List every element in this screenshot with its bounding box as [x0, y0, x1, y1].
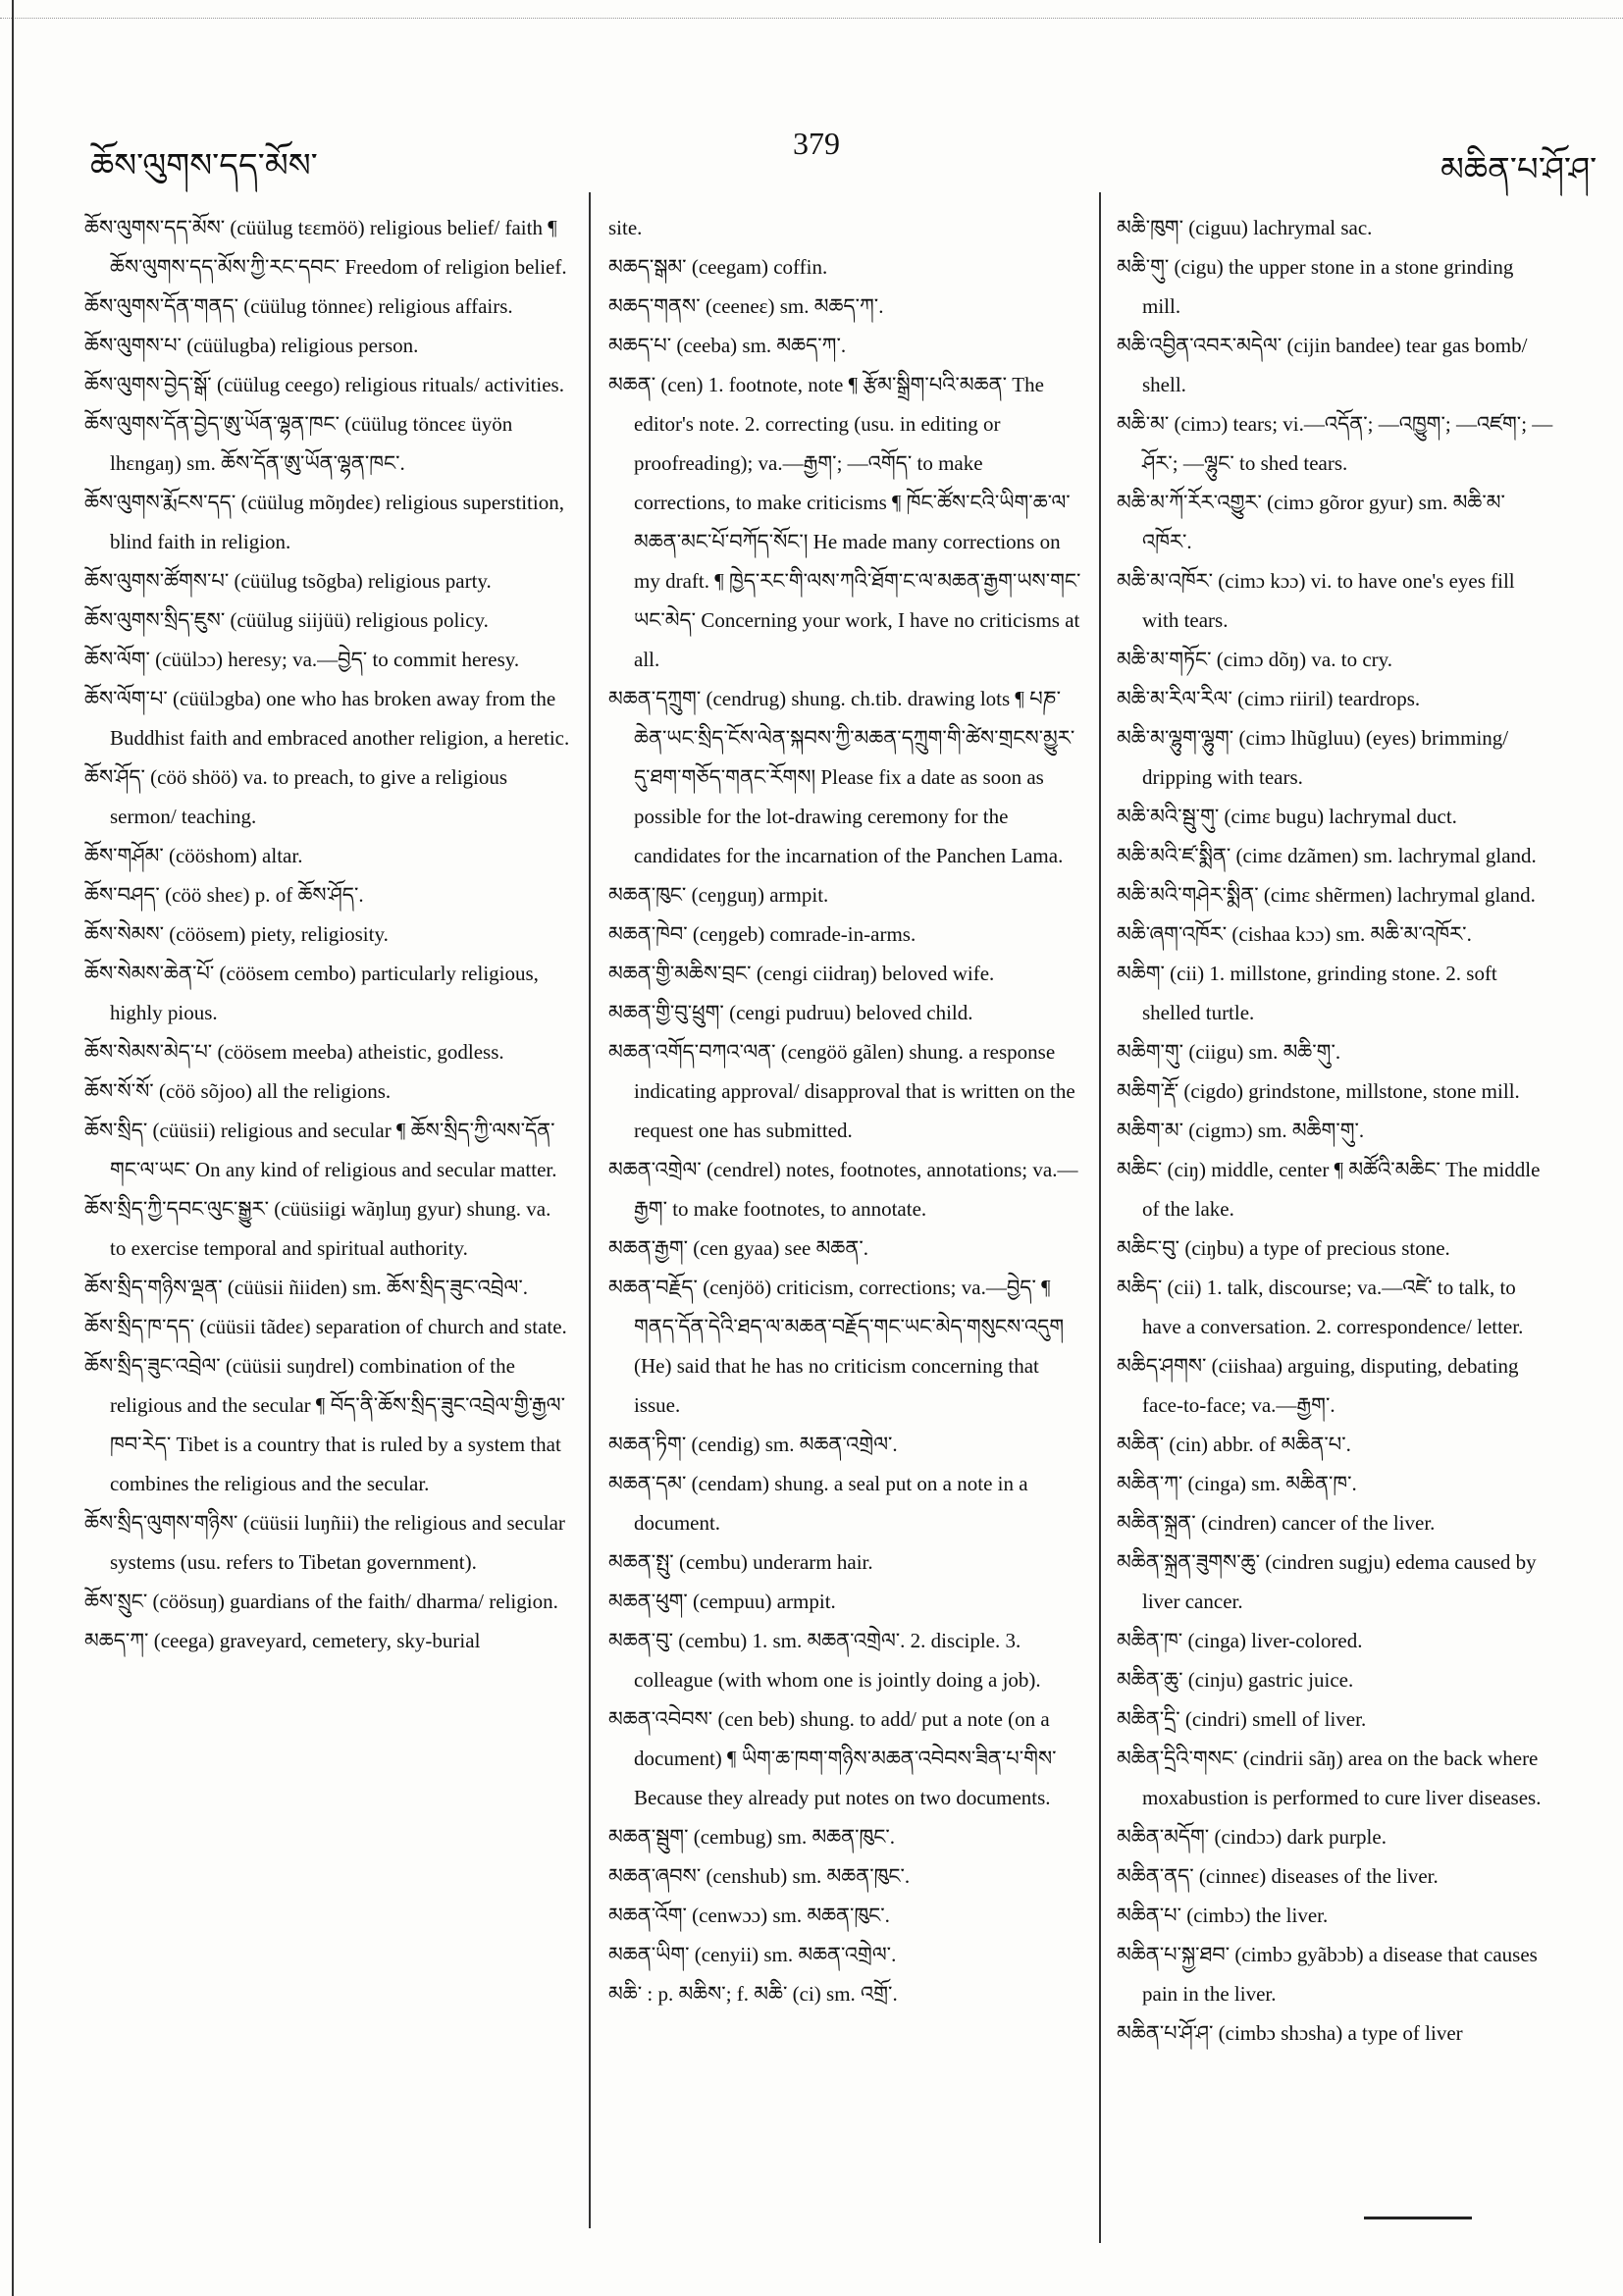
dictionary-entry: མཆན་ཞབས་ (censhub) sm. མཆན་ཁུང་. — [608, 1864, 911, 1888]
dictionary-entry: མཆན་གྱི་མཆིས་བྲང་ (cengi ciidraŋ) beloved wife. — [608, 962, 995, 985]
dictionary-entry: ཆོས་ལུགས་སྲིད་ཇུས་ (cüülug siijüü) religious policy. — [84, 608, 489, 632]
dictionary-entry: ཆོས་སྲིད་ཀྱི་དབང་ལུང་སྒྱུར་ (cüüsiigi wãŋluŋ gyur) shung. va. to exercise temporal and spiritual authority. — [84, 1197, 551, 1260]
dictionary-entry: མཆི་མའི་ཛ་སྨིན་ (cimɛ dzãmen) sm. lachrymal gland. — [1117, 844, 1537, 867]
dictionary-entry: མཆན་སྦུག་ (cembug) sm. མཆན་ཁུང་. — [608, 1825, 896, 1849]
dictionary-entry: མཆིན་པ་ (cimbɔ) the liver. — [1117, 1904, 1329, 1927]
dictionary-entry: མཆི་མའི་གཤེར་སྨིན་ (cimɛ shẽrmen) lachrymal gland. — [1117, 883, 1536, 907]
dictionary-entry: ཆོས་ལུགས་རྨོངས་དད་ (cüülug mõŋdeɛ) religious superstition, blind faith in religion. — [84, 491, 564, 553]
dictionary-entry: མཆི་ : p. མཆིས་; f. མཆི་ (ci) sm. འགྲོ་. — [608, 1982, 898, 2006]
dictionary-entry: ཆོས་སེམས་ (cöösem) piety, religiosity. — [84, 922, 389, 946]
column-2 — [608, 208, 1084, 2013]
dictionary-entry: མཆིན་ནད་ (cinneɛ) diseases of the liver. — [1117, 1864, 1439, 1888]
dictionary-entry: མཆིན་ཀ་ (cinga) sm. མཆིན་ཁ་. — [1117, 1472, 1357, 1495]
dictionary-entry: མཆི་འབྱིན་འབར་མདེལ་ (cijin bandee) tear gas bomb/ shell. — [1117, 334, 1528, 396]
dictionary-entry: མཆིན་ཁ་ (cinga) liver-colored. — [1117, 1629, 1363, 1652]
dictionary-entry: ཆོས་ལུགས་པ་ (cüülugba) religious person. — [84, 334, 419, 357]
dictionary-entry: ཆོས་བཤད་ (cöö sheɛ) p. of ཆོས་ཤོད་. — [84, 883, 364, 907]
dictionary-entry: མཆི་མ་ཀོ་རོར་འགྱུར་ (cimɔ gõror gyur) sm. མཆི་མ་འཁོར་. — [1117, 491, 1505, 553]
dictionary-entry: མཆིག་གུ་ (ciigu) sm. མཆི་གུ་. — [1117, 1040, 1341, 1064]
dictionary-entry: མཆིན་པ་སྐྱ་ཐབ་ (cimbɔ gyãbɔb) a disease that causes pain in the liver. — [1117, 1943, 1538, 2006]
dictionary-entry: ཆོས་ལོག་པ་ (cüülɔgba) one who has broken away from the Buddhist faith and embraced another religion, a heretic. — [84, 687, 570, 750]
dictionary-entry: མཆིང་བུ་ (ciŋbu) a type of precious stone. — [1117, 1236, 1450, 1260]
dictionary-entry: མཆིང་ (ciŋ) middle, center ¶ མཚོའི་མཆིང་ The middle of the lake. — [1117, 1158, 1541, 1221]
dictionary-entry: མཆི་མའི་སྦུ་གུ་ (cimɛ bugu) lachrymal duct. — [1117, 805, 1457, 828]
dictionary-entry: མཆན་ཁུང་ (ceŋguŋ) armpit. — [608, 883, 829, 907]
dictionary-entry: ཆོས་ལུགས་ཚོགས་པ་ (cüülug tsõgba) religious party. — [84, 569, 492, 593]
bottom-rule — [1364, 2217, 1472, 2219]
dictionary-entry: ཆོས་ལུགས་དོན་གནད་ (cüülug tönneɛ) religious affairs. — [84, 294, 513, 318]
dictionary-entry: མཆིན་ (cin) abbr. of མཆིན་པ་. — [1117, 1433, 1351, 1456]
dictionary-entry: མཆིག་རྡོ་ (cigdo) grindstone, millstone, stone mill. — [1117, 1079, 1520, 1103]
dictionary-entry: མཆི་གུ་ (cigu) the upper stone in a stone grinding mill. — [1117, 255, 1514, 318]
running-head-left: ཆོས་ལུགས་དད་མོས་ — [90, 146, 318, 185]
dictionary-entry: མཆན་ཁེབ་ (ceŋgeb) comrade-in-arms. — [608, 922, 916, 946]
dictionary-entry: མཆད་པ་ (ceeba) sm. མཆད་ཀ་. — [608, 334, 847, 357]
dictionary-entry: མཆན་འབེབས་ (cen beb) shung. to add/ put a note (on a document) ¶ ཡིག་ཆ་ཁག་གཉིས་མཆན་འབེབས་ཟིན་པ་གིས་ Because they already put notes on two documents. — [608, 1707, 1057, 1809]
column-rule-2 — [1099, 192, 1101, 2243]
dictionary-entry: མཆིན་མདོག་ (cindɔɔ) dark purple. — [1117, 1825, 1387, 1849]
dictionary-entry: མཆན་གྱི་བུ་ཕྲུག་ (cengi pudruu) beloved child. — [608, 1001, 973, 1024]
dictionary-entry: མཆན་རྒྱག་ (cen gyaa) see མཆན་. — [608, 1236, 868, 1260]
dictionary-entry: མཆིད་ཤགས་ (ciishaa) arguing, disputing, debating face-to-face; va.—རྒྱག་. — [1117, 1354, 1519, 1417]
dictionary-entry: ཆོས་སོ་སོ་ (cöö sõjoo) all the religions. — [84, 1079, 392, 1103]
dictionary-entry: ཆོས་ལུགས་དད་མོས་ (cüülug tɛɛmöö) religious belief/ faith ¶ ཆོས་ལུགས་དད་མོས་ཀྱི་རང་དབང་ Freedom of religion belief. — [84, 216, 567, 279]
dictionary-entry: མཆད་སྒམ་ (ceegam) coffin. — [608, 255, 828, 279]
dictionary-entry: ཆོས་སེམས་མེད་པ་ (cöösem meeba) atheistic, godless. — [84, 1040, 504, 1064]
dictionary-entry: ཆོས་སྲུང་ (cöösuŋ) guardians of the faith/ dharma/ religion. — [84, 1590, 558, 1613]
left-margin-rule — [12, 0, 14, 2296]
dictionary-entry: མཆན་བུ་ (cembu) 1. sm. མཆན་འགྲེལ་. 2. disciple. 3. colleague (with whom one is jointly doing a job). — [608, 1629, 1041, 1692]
dictionary-entry: ཆོས་ཤོད་ (cöö shöö) va. to preach, to give a religious sermon/ teaching. — [84, 765, 508, 828]
dictionary-entry: ཆོས་ལུགས་དོན་བྱེད་ཨུ་ཡོན་ལྷན་ཁང་ (cüülug tönceɛ üyön lhɛngaŋ) sm. ཆོས་དོན་ཨུ་ཡོན་ལྷན་ཁང་. — [84, 412, 513, 475]
dictionary-entry: མཆི་མ་འཁོར་ (cimɔ kɔɔ) vi. to have one's eyes fill with tears. — [1117, 569, 1515, 632]
dictionary-entry: ཆོས་སྲིད་གཉིས་ལྡན་ (cüüsii ñiiden) sm. ཆོས་སྲིད་ཟུང་འབྲེལ་. — [84, 1276, 528, 1299]
dictionary-entry: མཆི་ཞག་འཁོར་ (cishaa kɔɔ) sm. མཆི་མ་འཁོར་. — [1117, 922, 1472, 946]
page-number: 379 — [793, 126, 840, 161]
dictionary-entry: ཆོས་སྲིད་ཟུང་འབྲེལ་ (cüüsii suŋdrel) combination of the religious and the secular ¶ བོད་ནི་ཆོས་སྲིད་ཟུང་འབྲེལ་གྱི་རྒྱལ་ཁབ་རེད་ Tibet is a country that is ruled by a system that combines the religious and the secular. — [84, 1354, 565, 1495]
dictionary-entry: ཆོས་གཤོམ་ (cööshom) altar. — [84, 844, 303, 867]
dictionary-entry: ཆོས་ལོག་ (cüülɔɔ) heresy; va.—བྱེད་ to commit heresy. — [84, 648, 520, 671]
dictionary-entry: ཆོས་སྲིད་ (cüüsii) religious and secular ¶ ཆོས་སྲིད་ཀྱི་ལས་དོན་གང་ལ་ཡང་ On any kind of religious and secular matter. — [84, 1119, 557, 1181]
dictionary-entry: མཆི་ཁུག་ (ciguu) lachrymal sac. — [1117, 216, 1373, 239]
dictionary-entry: མཆིག་ (cii) 1. millstone, grinding stone. 2. soft shelled turtle. — [1117, 962, 1497, 1024]
dictionary-entry: མཆན་ཏིག་ (cendig) sm. མཆན་འགྲེལ་. — [608, 1433, 898, 1456]
dictionary-entry: མཆན་སྤུ་ (cembu) underarm hair. — [608, 1550, 873, 1574]
dictionary-entry: མཆིན་པ་ཤོ་ཤ་ (cimbɔ shɔsha) a type of liver — [1117, 2021, 1463, 2045]
dictionary-entry: ཆོས་སྲིད་ལུགས་གཉིས་ (cüüsii luŋñii) the religious and secular systems (usu. refers to Tibetan government). — [84, 1511, 565, 1574]
column-1 — [84, 208, 570, 1660]
dictionary-entry: མཆན་འོག་ (cenwɔɔ) sm. མཆན་ཁུང་. — [608, 1904, 890, 1927]
dictionary-entry: མཆི་མ་ལྷུག་ལྷུག་ (cimɔ lhũgluu) (eyes) brimming/ dripping with tears. — [1117, 726, 1509, 789]
dictionary-entry: མཆན་ཕུག་ (cempuu) armpit. — [608, 1590, 836, 1613]
dictionary-entry: མཆིན་དྲི་ (cindri) smell of liver. — [1117, 1707, 1367, 1731]
dictionary-entry: མཆན་འགོད་བཀའ་ལན་ (cengöö gãlen) shung. a response indicating approval/ disapproval that is written on the request one has submitted. — [608, 1040, 1075, 1142]
dictionary-entry: མཆི་མ་གཏོང་ (cimɔ dõŋ) va. to cry. — [1117, 648, 1393, 671]
dictionary-entry: མཆན་དམ་ (cendam) shung. a seal put on a note in a document. — [608, 1472, 1028, 1535]
running-head-right: མཆིན་པ་ཤོ་ཤ་ — [1440, 150, 1597, 189]
dictionary-entry: མཆིན་སྐྲན་ (cindren) cancer of the liver. — [1117, 1511, 1436, 1535]
dictionary-entry: མཆིག་མ་ (cigmɔ) sm. མཆིག་གུ་. — [1117, 1119, 1365, 1142]
dictionary-entry: ཆོས་སེམས་ཆེན་པོ་ (cöösem cembo) particularly religious, highly pious. — [84, 962, 539, 1024]
top-scan-line — [0, 18, 1623, 21]
dictionary-entry: མཆན་དཀྲུག་ (cendrug) shung. ch.tib. drawing lots ¶ པཎ་ཆེན་ཡང་སྲིད་ངོས་ལེན་སྐབས་ཀྱི་མཆན་དཀྲུག་གི་ཚེས་གྲངས་མྱུར་དུ་ཐག་གཅོད་གནང་རོགས། Please fix a date as soon as possible for the lot-drawing ceremony for the candidates for the incarnation of the Panchen Lama. — [608, 687, 1075, 867]
dictionary-entry: མཆན་བརྗོད་ (cenjöö) criticism, corrections; va.—བྱེད་ ¶ གནད་དོན་དེའི་ཐད་ལ་མཆན་བརྗོད་གང་ཡང་མེད་གསུངས་འདུག (He) said that he has no criticism concerning that issue. — [608, 1276, 1065, 1417]
dictionary-entry: མཆིད་ (cii) 1. talk, discourse; va.—འཛེ་ to talk, to have a conversation. 2. correspondence/ letter. — [1117, 1276, 1524, 1338]
dictionary-entry: site. — [608, 216, 643, 239]
dictionary-entry: མཆད་གནས་ (ceeneɛ) sm. མཆད་ཀ་. — [608, 294, 884, 318]
dictionary-entry: མཆན་ (cen) 1. footnote, note ¶ རྩོམ་སྒྲིག་པའི་མཆན་ The editor's note. 2. correcting (usu. in editing or proofreading); va.—རྒྱག་; —འགོད་ to make corrections, to make criticisms ¶ ཁོང་ཚོས་ངའི་ཡིག་ཆ་ལ་མཆན་མང་པོ་བཀོད་སོང་། He made many corrections on my draft. ¶ ཁྱེད་རང་གི་ལས་ཀའི་ཐོག་ང་ལ་མཆན་རྒྱག་ཡས་གང་ཡང་མེད་ Concerning your work, I have no criticisms at all. — [608, 373, 1081, 671]
dictionary-entry: མཆན་འགྲེལ་ (cendrel) notes, footnotes, annotations; va.—རྒྱག་ to make footnotes, to annotate. — [608, 1158, 1078, 1221]
column-rule-1 — [589, 192, 591, 2228]
dictionary-entry: མཆིན་དྲིའི་གསང་ (cindrii sãŋ) area on the back where moxabustion is performed to cure liver diseases. — [1117, 1747, 1542, 1809]
column-3 — [1117, 208, 1553, 2053]
dictionary-entry: མཆད་ཀ་ (ceega) graveyard, cemetery, sky-burial — [84, 1629, 481, 1652]
dictionary-entry: ཆོས་སྲིད་ཁ་དད་ (cüüsii tãdeɛ) separation of church and state. — [84, 1315, 567, 1338]
dictionary-entry: མཆི་མ་རིལ་རིལ་ (cimɔ riiril) teardrops. — [1117, 687, 1421, 710]
dictionary-entry: མཆིན་ཆུ་ (cinju) gastric juice. — [1117, 1668, 1354, 1692]
dictionary-entry: མཆི་མ་ (cimɔ) tears; vi.—འདོན་; —འཁྱུག་; —འཛག་; —ཤོར་; —ལྷུང་ to shed tears. — [1117, 412, 1553, 475]
dictionary-entry: མཆན་ཡིག་ (cenyii) sm. མཆན་འགྲེལ་. — [608, 1943, 897, 1966]
dictionary-entry: མཆིན་སྐྲན་ཟུགས་ཆུ་ (cindren sugju) edema caused by liver cancer. — [1117, 1550, 1537, 1613]
dictionary-entry: ཆོས་ལུགས་བྱེད་སྒོ་ (cüülug ceego) religious rituals/ activities. — [84, 373, 564, 396]
